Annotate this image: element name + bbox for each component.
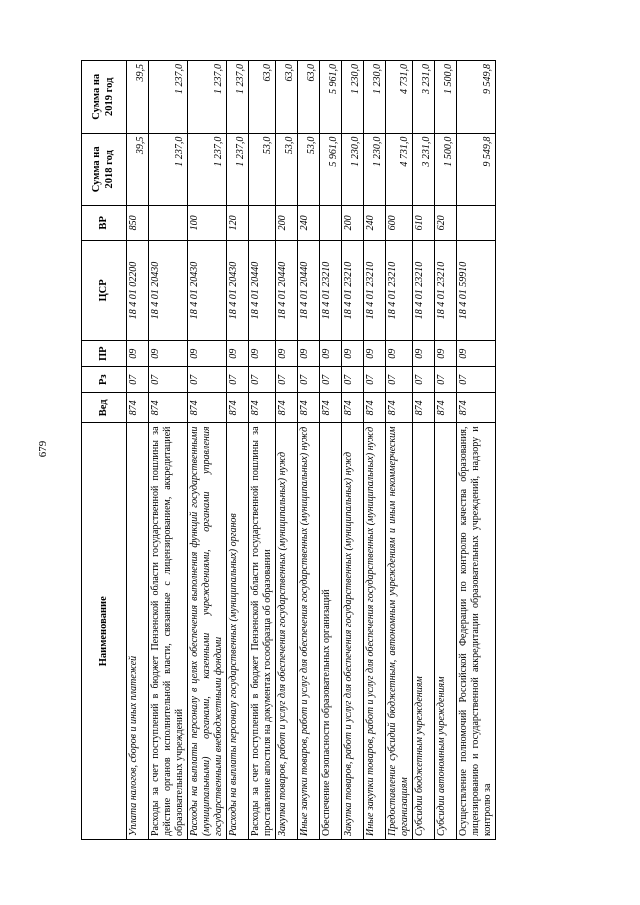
row-csr-cell: 18 4 01 20430 — [188, 240, 227, 341]
row-pr-cell: 09 — [249, 341, 276, 367]
row-name-cell: Расходы за счет поступлений в бюджет Пензенской области государственной пошлины за действие органов исполнительной власти, связанные с лицензированием, аккредитацией образовательных учреждений — [149, 423, 188, 840]
row-ved-cell: 874 — [320, 393, 342, 423]
row-ved-cell: 874 — [342, 393, 364, 423]
row-pr-cell: 09 — [149, 341, 188, 367]
row-sum-2019-cell: 1 237,0 — [149, 61, 188, 134]
row-pr-cell: 09 — [127, 341, 149, 367]
row-vr-cell: 200 — [276, 206, 298, 241]
row-vr-cell: 240 — [364, 206, 386, 241]
row-name-cell: Иные закупки товаров, работ и услуг для обеспечения государственных (муниципальных) нужд — [298, 423, 320, 840]
table-row — [127, 61, 149, 840]
table-row — [276, 61, 298, 840]
row-sum-2018-cell: 1 237,0 — [188, 133, 227, 205]
row-name-cell: Осуществление полномочий Российской Федерации по контролю качества образования, лицензированию и государственной аккредитации образовательных учреждений, надзору и контролю за — [457, 423, 496, 840]
row-vr-cell: 610 — [413, 206, 435, 241]
row-vr-cell: 240 — [298, 206, 320, 241]
table-row — [227, 61, 249, 840]
table-row — [342, 61, 364, 840]
row-csr-cell: 18 4 01 23210 — [435, 240, 457, 341]
row-name-cell: Уплата налогов, сборов и иных платежей — [127, 423, 149, 840]
row-sum-2019-cell: 39,5 — [127, 61, 149, 134]
header-rz: Рз — [82, 367, 127, 393]
row-ved-cell: 874 — [457, 393, 496, 423]
table-row — [298, 61, 320, 840]
row-pr-cell: 09 — [298, 341, 320, 367]
rotated-page-content — [81, 60, 596, 840]
row-vr-cell: 200 — [342, 206, 364, 241]
row-ved-cell: 874 — [127, 393, 149, 423]
header-vr: ВР — [82, 206, 127, 241]
row-pr-cell: 09 — [188, 341, 227, 367]
row-name-cell: Предоставление субсидий бюджетным, автономным учреждениям и иным некоммерческим организациям — [386, 423, 413, 840]
row-vr-cell: 120 — [227, 206, 249, 241]
row-sum-2019-cell: 63,0 — [249, 61, 276, 134]
row-vr-cell — [149, 206, 188, 241]
row-pr-cell: 09 — [276, 341, 298, 367]
table-header-row — [82, 61, 127, 840]
row-vr-cell — [457, 206, 496, 241]
row-name-cell: Субсидии бюджетным учреждениям — [413, 423, 435, 840]
budget-table — [81, 60, 496, 840]
row-pr-cell: 09 — [457, 341, 496, 367]
row-csr-cell: 18 4 01 20440 — [249, 240, 276, 341]
row-sum-2019-cell: 5 961,0 — [320, 61, 342, 134]
table-row — [188, 61, 227, 840]
table-row — [249, 61, 276, 840]
header-pr: ПР — [82, 341, 127, 367]
row-csr-cell: 18 4 01 59910 — [457, 240, 496, 341]
row-pr-cell: 09 — [342, 341, 364, 367]
row-sum-2018-cell: 1 230,0 — [342, 133, 364, 205]
row-rz-cell: 07 — [127, 367, 149, 393]
row-name-cell: Расходы на выплаты персоналу государственных (муниципальных) органов — [227, 423, 249, 840]
header-csr: ЦСР — [82, 240, 127, 341]
row-vr-cell: 100 — [188, 206, 227, 241]
row-vr-cell: 850 — [127, 206, 149, 241]
row-sum-2019-cell: 1 500,0 — [435, 61, 457, 134]
table-row — [435, 61, 457, 840]
row-sum-2019-cell: 4 731,0 — [386, 61, 413, 134]
row-sum-2019-cell: 1 230,0 — [342, 61, 364, 134]
header-sum-2018: Сумма на 2018 год — [82, 133, 127, 205]
row-sum-2018-cell: 5 961,0 — [320, 133, 342, 205]
row-pr-cell: 09 — [320, 341, 342, 367]
row-sum-2018-cell: 1 237,0 — [149, 133, 188, 205]
row-sum-2019-cell: 63,0 — [276, 61, 298, 134]
table-row — [364, 61, 386, 840]
row-sum-2018-cell: 3 231,0 — [413, 133, 435, 205]
row-name-cell: Закупка товаров, работ и услуг для обеспечения государственных (муниципальных) нужд — [342, 423, 364, 840]
row-sum-2019-cell: 1 230,0 — [364, 61, 386, 134]
row-ved-cell: 874 — [364, 393, 386, 423]
row-sum-2018-cell: 9 549,8 — [457, 133, 496, 205]
row-sum-2018-cell: 53,0 — [276, 133, 298, 205]
row-name-cell: Расходы на выплаты персоналу в целях обеспечения выполнения функций государственными (муниципальными) органами, казенными учреждениями, органами управления государственными внебюджетными фондами — [188, 423, 227, 840]
row-sum-2018-cell: 1 230,0 — [364, 133, 386, 205]
row-sum-2019-cell: 3 231,0 — [413, 61, 435, 134]
row-ved-cell: 874 — [188, 393, 227, 423]
row-pr-cell: 09 — [386, 341, 413, 367]
row-pr-cell: 09 — [435, 341, 457, 367]
row-csr-cell: 18 4 01 20430 — [227, 240, 249, 341]
row-ved-cell: 874 — [386, 393, 413, 423]
row-csr-cell: 18 4 01 23210 — [413, 240, 435, 341]
row-name-cell: Расходы за счет поступлений в бюджет Пензенской области государственной пошлины за проставление апостиля на документах госообразца об образовании — [249, 423, 276, 840]
row-sum-2018-cell: 4 731,0 — [386, 133, 413, 205]
table-row — [457, 61, 496, 840]
row-csr-cell: 18 4 01 02200 — [127, 240, 149, 341]
row-sum-2018-cell: 53,0 — [298, 133, 320, 205]
header-sum-2019: Сумма на 2019 год — [82, 61, 127, 134]
header-ved: Вед — [82, 393, 127, 423]
table-row — [320, 61, 342, 840]
table-row — [386, 61, 413, 840]
row-rz-cell: 07 — [149, 367, 188, 393]
row-csr-cell: 18 4 01 20430 — [149, 240, 188, 341]
row-rz-cell: 07 — [227, 367, 249, 393]
row-rz-cell: 07 — [276, 367, 298, 393]
row-rz-cell: 07 — [386, 367, 413, 393]
row-rz-cell: 07 — [342, 367, 364, 393]
row-ved-cell: 874 — [227, 393, 249, 423]
row-name-cell: Субсидии автономным учреждениям — [435, 423, 457, 840]
row-vr-cell — [320, 206, 342, 241]
row-rz-cell: 07 — [298, 367, 320, 393]
header-name: Наименование — [82, 423, 127, 840]
row-sum-2019-cell: 9 549,8 — [457, 61, 496, 134]
row-rz-cell: 07 — [435, 367, 457, 393]
row-vr-cell: 600 — [386, 206, 413, 241]
table-row — [413, 61, 435, 840]
row-name-cell: Обеспечение безопасности образовательных организаций — [320, 423, 342, 840]
row-rz-cell: 07 — [413, 367, 435, 393]
row-rz-cell: 07 — [188, 367, 227, 393]
row-sum-2018-cell: 53,0 — [249, 133, 276, 205]
table-body — [127, 61, 496, 840]
row-pr-cell: 09 — [364, 341, 386, 367]
row-ved-cell: 874 — [149, 393, 188, 423]
row-sum-2018-cell: 1 500,0 — [435, 133, 457, 205]
row-rz-cell: 07 — [364, 367, 386, 393]
row-ved-cell: 874 — [276, 393, 298, 423]
row-ved-cell: 874 — [298, 393, 320, 423]
row-csr-cell: 18 4 01 20440 — [276, 240, 298, 341]
row-sum-2019-cell: 63,0 — [298, 61, 320, 134]
row-sum-2019-cell: 1 237,0 — [227, 61, 249, 134]
row-csr-cell: 18 4 01 23210 — [386, 240, 413, 341]
row-vr-cell: 620 — [435, 206, 457, 241]
row-pr-cell: 09 — [227, 341, 249, 367]
row-pr-cell: 09 — [413, 341, 435, 367]
row-csr-cell: 18 4 01 20440 — [298, 240, 320, 341]
page-number: 679 — [37, 440, 49, 458]
row-ved-cell: 874 — [249, 393, 276, 423]
row-ved-cell: 874 — [413, 393, 435, 423]
row-rz-cell: 07 — [457, 367, 496, 393]
row-csr-cell: 18 4 01 23210 — [320, 240, 342, 341]
table-row — [149, 61, 188, 840]
row-rz-cell: 07 — [249, 367, 276, 393]
row-sum-2018-cell: 39,5 — [127, 133, 149, 205]
row-name-cell: Закупка товаров, работ и услуг для обеспечения государственных (муниципальных) нужд — [276, 423, 298, 840]
row-sum-2019-cell: 1 237,0 — [188, 61, 227, 134]
row-vr-cell — [249, 206, 276, 241]
row-csr-cell: 18 4 01 23210 — [342, 240, 364, 341]
row-name-cell: Иные закупки товаров, работ и услуг для обеспечения государственных (муниципальных) нужд — [364, 423, 386, 840]
row-ved-cell: 874 — [435, 393, 457, 423]
row-sum-2018-cell: 1 237,0 — [227, 133, 249, 205]
row-csr-cell: 18 4 01 23210 — [364, 240, 386, 341]
row-rz-cell: 07 — [320, 367, 342, 393]
